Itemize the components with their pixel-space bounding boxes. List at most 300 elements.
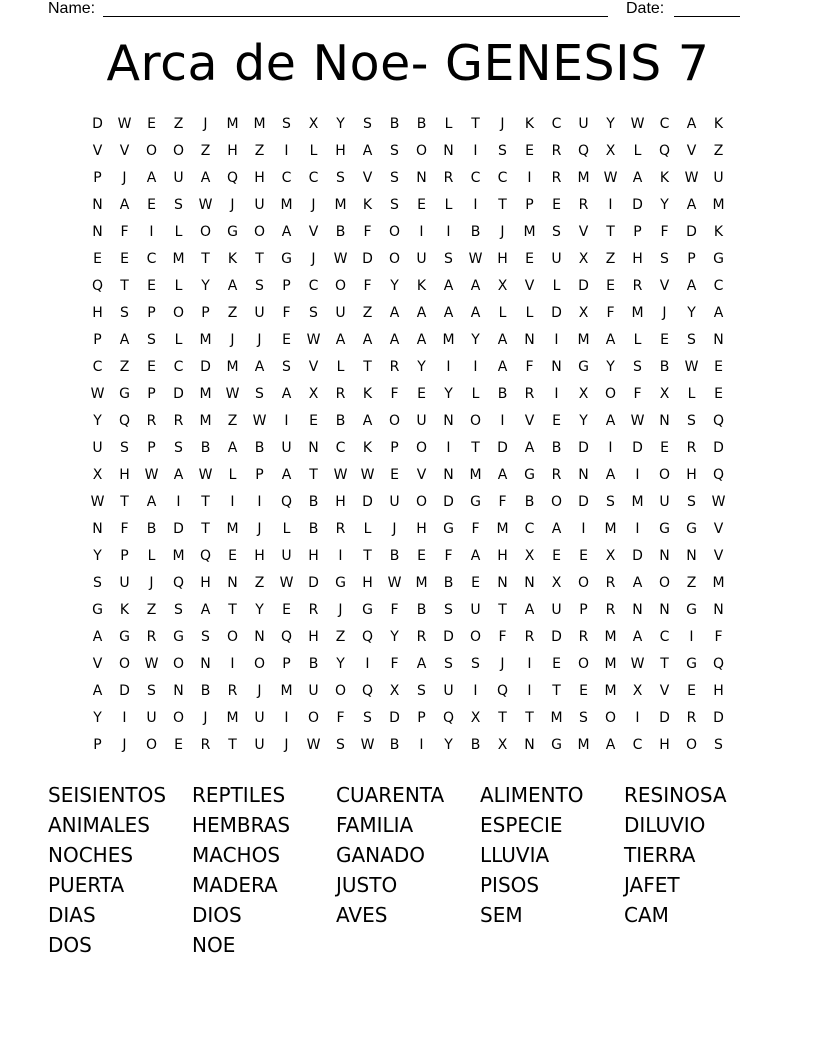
grid-cell[interactable]: D — [713, 440, 724, 456]
grid-cell[interactable]: H — [200, 575, 211, 591]
grid-cell[interactable]: I — [473, 683, 478, 699]
grid-cell[interactable]: H — [119, 467, 130, 483]
grid-cell[interactable]: Q — [226, 170, 239, 186]
grid-cell[interactable]: Q — [280, 629, 293, 645]
grid-cell[interactable]: L — [174, 332, 183, 348]
grid-cell[interactable]: O — [550, 494, 563, 510]
grid-cell[interactable]: N — [659, 602, 670, 618]
grid-cell[interactable]: Z — [686, 575, 697, 591]
grid-cell[interactable]: U — [281, 548, 292, 564]
grid-cell[interactable]: L — [471, 386, 480, 402]
grid-cell[interactable]: X — [659, 386, 670, 402]
grid-cell[interactable]: N — [632, 602, 643, 618]
grid-cell[interactable]: G — [686, 602, 697, 618]
grid-cell[interactable]: J — [311, 197, 316, 213]
grid-cell[interactable]: O — [253, 224, 266, 240]
grid-cell[interactable]: C — [308, 278, 319, 294]
grid-cell[interactable]: V — [524, 278, 535, 294]
grid-cell[interactable]: O — [388, 251, 401, 267]
grid-cell[interactable]: S — [174, 602, 183, 618]
grid-cell[interactable]: N — [227, 575, 238, 591]
grid-cell[interactable]: R — [227, 683, 238, 699]
grid-cell[interactable]: Q — [91, 278, 104, 294]
grid-cell[interactable]: M — [604, 683, 617, 699]
grid-cell[interactable]: R — [335, 386, 346, 402]
grid-cell[interactable]: L — [633, 332, 642, 348]
grid-cell[interactable]: O — [658, 575, 671, 591]
grid-cell[interactable]: R — [578, 197, 589, 213]
grid-cell[interactable]: B — [497, 386, 508, 402]
grid-cell[interactable]: J — [257, 683, 262, 699]
grid-cell[interactable]: W — [684, 359, 699, 375]
grid-cell[interactable]: S — [633, 359, 642, 375]
grid-cell[interactable]: M — [172, 251, 185, 267]
grid-cell[interactable]: C — [713, 278, 724, 294]
grid-cell[interactable]: M — [577, 737, 590, 753]
grid-cell[interactable]: A — [632, 170, 643, 186]
grid-cell[interactable]: M — [523, 224, 536, 240]
grid-cell[interactable]: U — [254, 305, 265, 321]
grid-cell[interactable]: V — [92, 656, 103, 672]
grid-cell[interactable]: C — [92, 359, 103, 375]
grid-cell[interactable]: A — [281, 224, 292, 240]
grid-cell[interactable]: E — [309, 413, 318, 429]
grid-cell[interactable]: Y — [336, 116, 345, 132]
grid-cell[interactable]: L — [687, 386, 696, 402]
grid-cell[interactable]: J — [662, 305, 667, 321]
grid-cell[interactable]: A — [227, 440, 238, 456]
grid-cell[interactable]: T — [201, 521, 210, 537]
grid-cell[interactable]: E — [282, 332, 291, 348]
grid-cell[interactable]: A — [362, 143, 373, 159]
grid-cell[interactable]: A — [146, 494, 157, 510]
grid-cell[interactable]: I — [365, 656, 370, 672]
grid-cell[interactable]: M — [199, 413, 212, 429]
grid-cell[interactable]: E — [93, 251, 102, 267]
grid-cell[interactable]: J — [149, 575, 154, 591]
grid-cell[interactable]: T — [228, 737, 237, 753]
date-blank-line[interactable] — [674, 0, 740, 17]
name-blank-line[interactable] — [103, 0, 608, 17]
grid-cell[interactable]: I — [257, 494, 262, 510]
grid-cell[interactable]: E — [390, 467, 399, 483]
grid-cell[interactable]: A — [524, 602, 535, 618]
grid-cell[interactable]: P — [147, 440, 156, 456]
grid-cell[interactable]: D — [659, 710, 670, 726]
grid-cell[interactable]: A — [632, 629, 643, 645]
grid-cell[interactable]: I — [608, 440, 613, 456]
grid-cell[interactable]: R — [686, 710, 697, 726]
grid-cell[interactable]: W — [279, 575, 294, 591]
grid-cell[interactable]: S — [390, 170, 399, 186]
grid-cell[interactable]: B — [146, 521, 157, 537]
grid-cell[interactable]: E — [417, 386, 426, 402]
grid-cell[interactable]: S — [336, 170, 345, 186]
grid-cell[interactable]: D — [551, 305, 562, 321]
grid-cell[interactable]: C — [281, 170, 292, 186]
grid-cell[interactable]: T — [498, 710, 507, 726]
grid-cell[interactable]: T — [228, 602, 237, 618]
grid-cell[interactable]: V — [308, 224, 319, 240]
grid-cell[interactable]: Q — [658, 143, 671, 159]
grid-cell[interactable]: A — [389, 305, 400, 321]
grid-cell[interactable]: L — [444, 197, 453, 213]
grid-cell[interactable]: I — [581, 521, 586, 537]
grid-cell[interactable]: M — [280, 683, 293, 699]
grid-cell[interactable]: I — [176, 494, 181, 510]
grid-cell[interactable]: S — [687, 413, 696, 429]
grid-cell[interactable]: E — [552, 197, 561, 213]
grid-cell[interactable]: G — [524, 467, 535, 483]
grid-cell[interactable]: M — [172, 548, 185, 564]
grid-cell[interactable]: M — [550, 710, 563, 726]
grid-cell[interactable]: J — [203, 710, 208, 726]
grid-cell[interactable]: C — [659, 116, 670, 132]
grid-cell[interactable]: W — [90, 386, 105, 402]
grid-cell[interactable]: K — [713, 116, 724, 132]
grid-cell[interactable]: L — [498, 305, 507, 321]
grid-cell[interactable]: N — [659, 413, 670, 429]
grid-cell[interactable]: Q — [496, 683, 509, 699]
grid-cell[interactable]: R — [686, 440, 697, 456]
grid-cell[interactable]: G — [362, 602, 373, 618]
grid-cell[interactable]: R — [551, 467, 562, 483]
grid-cell[interactable]: X — [578, 251, 589, 267]
grid-cell[interactable]: A — [470, 548, 481, 564]
grid-cell[interactable]: I — [635, 710, 640, 726]
grid-cell[interactable]: L — [174, 278, 183, 294]
grid-cell[interactable]: V — [119, 143, 130, 159]
grid-cell[interactable]: I — [473, 197, 478, 213]
grid-cell[interactable]: D — [173, 521, 184, 537]
grid-cell[interactable]: X — [470, 710, 481, 726]
grid-cell[interactable]: N — [92, 197, 103, 213]
grid-cell[interactable]: B — [308, 656, 319, 672]
grid-cell[interactable]: B — [416, 116, 427, 132]
grid-cell[interactable]: O — [604, 386, 617, 402]
grid-cell[interactable]: E — [525, 143, 534, 159]
grid-cell[interactable]: B — [335, 413, 346, 429]
grid-cell[interactable]: J — [392, 521, 397, 537]
grid-cell[interactable]: E — [228, 548, 237, 564]
grid-cell[interactable]: A — [497, 467, 508, 483]
grid-cell[interactable]: I — [689, 629, 694, 645]
grid-cell[interactable]: G — [119, 629, 130, 645]
grid-cell[interactable]: N — [308, 440, 319, 456]
grid-cell[interactable]: N — [443, 467, 454, 483]
grid-cell[interactable]: X — [605, 548, 616, 564]
grid-cell[interactable]: T — [363, 359, 372, 375]
grid-cell[interactable]: C — [497, 170, 508, 186]
grid-cell[interactable]: O — [658, 467, 671, 483]
grid-cell[interactable]: W — [252, 413, 267, 429]
grid-cell[interactable]: C — [632, 737, 643, 753]
grid-cell[interactable]: S — [363, 710, 372, 726]
grid-cell[interactable]: I — [284, 710, 289, 726]
grid-cell[interactable]: V — [524, 413, 535, 429]
grid-cell[interactable]: X — [308, 116, 319, 132]
grid-cell[interactable]: K — [362, 386, 373, 402]
grid-cell[interactable]: U — [254, 197, 265, 213]
grid-cell[interactable]: W — [603, 170, 618, 186]
grid-cell[interactable]: N — [497, 575, 508, 591]
grid-cell[interactable]: W — [333, 467, 348, 483]
grid-cell[interactable]: U — [254, 737, 265, 753]
grid-cell[interactable]: A — [470, 278, 481, 294]
grid-cell[interactable]: F — [714, 629, 723, 645]
grid-cell[interactable]: Z — [254, 143, 265, 159]
grid-cell[interactable]: Q — [118, 413, 131, 429]
grid-cell[interactable]: G — [335, 575, 346, 591]
grid-cell[interactable]: A — [713, 305, 724, 321]
grid-cell[interactable]: K — [362, 197, 373, 213]
grid-cell[interactable]: M — [577, 170, 590, 186]
grid-cell[interactable]: N — [659, 548, 670, 564]
grid-cell[interactable]: F — [498, 494, 507, 510]
grid-cell[interactable]: Z — [713, 143, 724, 159]
grid-cell[interactable]: D — [389, 710, 400, 726]
grid-cell[interactable]: K — [416, 278, 427, 294]
grid-cell[interactable]: D — [362, 251, 373, 267]
grid-cell[interactable]: O — [118, 656, 131, 672]
grid-cell[interactable]: X — [497, 737, 508, 753]
grid-cell[interactable]: Z — [227, 413, 238, 429]
grid-cell[interactable]: W — [684, 170, 699, 186]
grid-cell[interactable]: N — [443, 143, 454, 159]
grid-cell[interactable]: M — [604, 521, 617, 537]
grid-cell[interactable]: N — [524, 737, 535, 753]
grid-cell[interactable]: K — [713, 224, 724, 240]
grid-cell[interactable]: F — [525, 359, 534, 375]
grid-cell[interactable]: Y — [93, 413, 102, 429]
grid-cell[interactable]: Z — [173, 116, 184, 132]
grid-cell[interactable]: T — [201, 251, 210, 267]
grid-cell[interactable]: P — [120, 548, 129, 564]
grid-cell[interactable]: J — [230, 332, 235, 348]
grid-cell[interactable]: A — [92, 629, 103, 645]
grid-cell[interactable]: Q — [577, 143, 590, 159]
grid-cell[interactable]: S — [174, 197, 183, 213]
grid-cell[interactable]: M — [712, 575, 725, 591]
grid-cell[interactable]: N — [92, 224, 103, 240]
grid-cell[interactable]: R — [173, 413, 184, 429]
grid-cell[interactable]: H — [497, 251, 508, 267]
grid-cell[interactable]: W — [387, 575, 402, 591]
grid-cell[interactable]: Y — [579, 413, 588, 429]
grid-cell[interactable]: O — [226, 629, 239, 645]
grid-cell[interactable]: R — [605, 575, 616, 591]
grid-cell[interactable]: J — [311, 251, 316, 267]
grid-cell[interactable]: X — [605, 143, 616, 159]
grid-cell[interactable]: S — [282, 359, 291, 375]
grid-cell[interactable]: X — [578, 305, 589, 321]
grid-cell[interactable]: H — [335, 494, 346, 510]
grid-cell[interactable]: C — [524, 521, 535, 537]
grid-cell[interactable]: G — [686, 656, 697, 672]
grid-cell[interactable]: V — [308, 359, 319, 375]
grid-cell[interactable]: W — [306, 737, 321, 753]
grid-cell[interactable]: U — [146, 710, 157, 726]
grid-cell[interactable]: B — [470, 737, 481, 753]
grid-cell[interactable]: E — [606, 278, 615, 294]
grid-cell[interactable]: E — [687, 683, 696, 699]
grid-cell[interactable]: F — [444, 548, 453, 564]
grid-cell[interactable]: D — [632, 197, 643, 213]
grid-cell[interactable]: S — [390, 143, 399, 159]
grid-cell[interactable]: Y — [444, 386, 453, 402]
grid-cell[interactable]: F — [390, 656, 399, 672]
grid-cell[interactable]: Y — [687, 305, 696, 321]
grid-cell[interactable]: M — [199, 386, 212, 402]
grid-cell[interactable]: E — [552, 548, 561, 564]
grid-cell[interactable]: P — [579, 602, 588, 618]
grid-cell[interactable]: T — [471, 440, 480, 456]
grid-cell[interactable]: P — [255, 467, 264, 483]
grid-cell[interactable]: J — [257, 332, 262, 348]
grid-cell[interactable]: R — [146, 629, 157, 645]
grid-cell[interactable]: J — [230, 197, 235, 213]
grid-cell[interactable]: X — [92, 467, 103, 483]
grid-cell[interactable]: E — [147, 278, 156, 294]
grid-cell[interactable]: O — [469, 413, 482, 429]
grid-cell[interactable]: D — [173, 386, 184, 402]
grid-cell[interactable]: K — [524, 116, 535, 132]
grid-cell[interactable]: F — [363, 278, 372, 294]
grid-cell[interactable]: D — [443, 494, 454, 510]
grid-cell[interactable]: S — [282, 116, 291, 132]
grid-cell[interactable]: Y — [606, 359, 615, 375]
grid-cell[interactable]: E — [660, 332, 669, 348]
grid-cell[interactable]: X — [578, 386, 589, 402]
grid-cell[interactable]: B — [389, 737, 400, 753]
grid-cell[interactable]: S — [444, 602, 453, 618]
grid-cell[interactable]: R — [551, 170, 562, 186]
grid-cell[interactable]: N — [524, 332, 535, 348]
grid-cell[interactable]: R — [335, 521, 346, 537]
grid-cell[interactable]: O — [685, 737, 698, 753]
grid-cell[interactable]: D — [497, 440, 508, 456]
grid-cell[interactable]: Q — [361, 629, 374, 645]
grid-cell[interactable]: M — [496, 521, 509, 537]
grid-cell[interactable]: Y — [93, 710, 102, 726]
grid-cell[interactable]: Z — [605, 251, 616, 267]
grid-cell[interactable]: J — [500, 656, 505, 672]
grid-cell[interactable]: G — [173, 629, 184, 645]
grid-cell[interactable]: I — [608, 197, 613, 213]
grid-cell[interactable]: D — [578, 278, 589, 294]
grid-cell[interactable]: E — [660, 440, 669, 456]
grid-cell[interactable]: N — [443, 413, 454, 429]
grid-cell[interactable]: A — [551, 521, 562, 537]
grid-cell[interactable]: F — [120, 224, 129, 240]
grid-cell[interactable]: B — [200, 440, 211, 456]
grid-cell[interactable]: M — [631, 305, 644, 321]
grid-cell[interactable]: G — [119, 386, 130, 402]
grid-cell[interactable]: A — [497, 332, 508, 348]
grid-cell[interactable]: H — [713, 683, 724, 699]
grid-cell[interactable]: L — [552, 278, 561, 294]
grid-cell[interactable]: J — [500, 224, 505, 240]
grid-cell[interactable]: V — [578, 224, 589, 240]
grid-cell[interactable]: N — [686, 548, 697, 564]
grid-cell[interactable]: O — [145, 143, 158, 159]
grid-cell[interactable]: S — [471, 656, 480, 672]
grid-cell[interactable]: I — [419, 224, 424, 240]
grid-cell[interactable]: E — [714, 386, 723, 402]
grid-cell[interactable]: K — [227, 251, 238, 267]
grid-cell[interactable]: I — [554, 386, 559, 402]
grid-cell[interactable]: L — [147, 548, 156, 564]
grid-cell[interactable]: V — [92, 143, 103, 159]
grid-cell[interactable]: I — [635, 521, 640, 537]
grid-cell[interactable]: A — [281, 386, 292, 402]
grid-cell[interactable]: N — [713, 332, 724, 348]
grid-cell[interactable]: I — [554, 332, 559, 348]
grid-cell[interactable]: D — [119, 683, 130, 699]
grid-cell[interactable]: R — [524, 386, 535, 402]
grid-cell[interactable]: Z — [254, 575, 265, 591]
grid-cell[interactable]: X — [308, 386, 319, 402]
grid-cell[interactable]: G — [281, 251, 292, 267]
grid-cell[interactable]: D — [362, 494, 373, 510]
grid-cell[interactable]: E — [579, 548, 588, 564]
grid-cell[interactable]: I — [419, 737, 424, 753]
grid-cell[interactable]: U — [92, 440, 103, 456]
grid-cell[interactable]: E — [120, 251, 129, 267]
grid-cell[interactable]: F — [390, 386, 399, 402]
grid-cell[interactable]: L — [633, 143, 642, 159]
grid-cell[interactable]: R — [632, 278, 643, 294]
grid-cell[interactable]: H — [254, 548, 265, 564]
grid-cell[interactable]: S — [336, 737, 345, 753]
grid-cell[interactable]: G — [578, 359, 589, 375]
grid-cell[interactable]: P — [147, 305, 156, 321]
grid-cell[interactable]: F — [336, 710, 345, 726]
grid-cell[interactable]: W — [711, 494, 726, 510]
grid-cell[interactable]: W — [117, 116, 132, 132]
grid-cell[interactable]: H — [308, 548, 319, 564]
grid-cell[interactable]: W — [225, 386, 240, 402]
grid-cell[interactable]: D — [443, 629, 454, 645]
grid-cell[interactable]: S — [552, 224, 561, 240]
grid-cell[interactable]: D — [200, 359, 211, 375]
grid-cell[interactable]: S — [660, 251, 669, 267]
grid-cell[interactable]: A — [524, 440, 535, 456]
grid-cell[interactable]: L — [174, 224, 183, 240]
grid-cell[interactable]: O — [334, 683, 347, 699]
grid-cell[interactable]: L — [282, 521, 291, 537]
grid-cell[interactable]: C — [308, 170, 319, 186]
grid-cell[interactable]: B — [308, 521, 319, 537]
grid-cell[interactable]: O — [388, 224, 401, 240]
grid-cell[interactable]: Y — [336, 656, 345, 672]
grid-cell[interactable]: P — [390, 440, 399, 456]
grid-cell[interactable]: M — [631, 494, 644, 510]
grid-cell[interactable]: R — [200, 737, 211, 753]
grid-cell[interactable]: P — [147, 386, 156, 402]
grid-cell[interactable]: M — [280, 197, 293, 213]
grid-cell[interactable]: G — [443, 521, 454, 537]
grid-cell[interactable]: M — [199, 332, 212, 348]
grid-cell[interactable]: W — [630, 656, 645, 672]
grid-cell[interactable]: Q — [172, 575, 185, 591]
grid-cell[interactable]: A — [362, 332, 373, 348]
grid-cell[interactable]: G — [551, 737, 562, 753]
grid-cell[interactable]: G — [92, 602, 103, 618]
grid-cell[interactable]: Y — [606, 116, 615, 132]
grid-cell[interactable]: X — [632, 683, 643, 699]
grid-cell[interactable]: W — [90, 494, 105, 510]
